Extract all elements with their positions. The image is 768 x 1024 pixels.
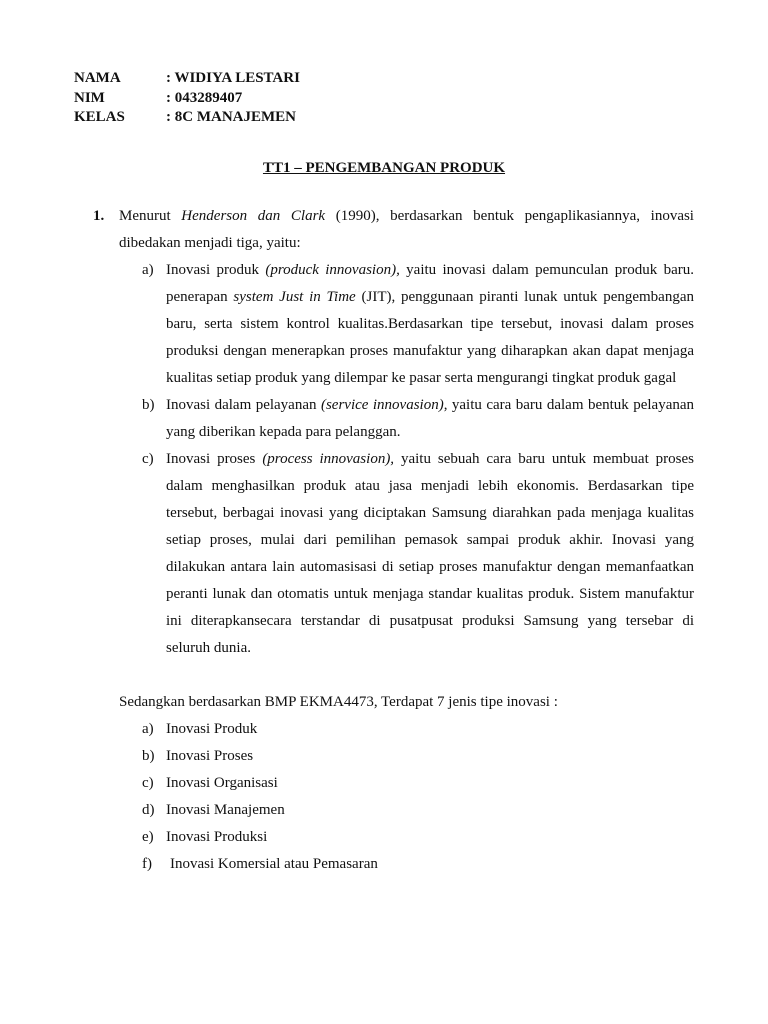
item-text: yaitu sebuah cara baru untuk membuat proses dalam menghasilkan produk atau jasa menjadi lebih ekonomis. Berdasarkan tipe tersebut, berbagai inovasi yang diciptakan Samsung diarahkan pada menjaga kualitas setiap proses, mulai dari pemilihan pemasok sampai produk akhir. Inovasi yang dilakukan antara lain automasisasi di setiap proses manufaktur dengan memanfaatkan peranti lunak dan otomatis untuk menjaga standar kualitas produk. Sistem manufaktur ini diterapkansecara terstandar di pusatpusat produksi Samsung yang tersebar di seluruh dunia. bbox=[166, 451, 694, 656]
document-body bbox=[0, 203, 768, 878]
type-text: Inovasi Manajemen bbox=[166, 802, 285, 818]
list-marker: d) bbox=[142, 802, 155, 818]
item-text: Inovasi dalam pelayanan bbox=[166, 397, 321, 413]
question-1 bbox=[93, 203, 695, 878]
list-marker: e) bbox=[142, 829, 154, 845]
list-item bbox=[119, 257, 694, 392]
intro-text: Menurut bbox=[119, 208, 182, 224]
list-marker: a) bbox=[142, 262, 154, 278]
list-item bbox=[119, 824, 694, 851]
list-item bbox=[119, 716, 694, 743]
intro-text-end: (1990), berdasarkan bentuk pengaplikasiannya, inovasi dibedakan menjadi tiga, yaitu: bbox=[119, 208, 694, 251]
item-italic: system Just in Time bbox=[233, 289, 356, 305]
list-item bbox=[119, 797, 694, 824]
innovation-types-list bbox=[119, 716, 694, 878]
list-marker: c) bbox=[142, 775, 154, 791]
item-italic: (process innovasion), bbox=[262, 451, 395, 467]
type-text: Inovasi Proses bbox=[166, 748, 254, 764]
item-text: yaitu inovasi dalam pemunculan produk baru. penerapan bbox=[166, 262, 694, 305]
nama-value: : WIDIYA LESTARI bbox=[166, 70, 300, 86]
list-item bbox=[119, 743, 694, 770]
nama-label: NAMA bbox=[74, 70, 121, 86]
list-marker: b) bbox=[142, 748, 155, 764]
item-italic: (service innovasion) bbox=[320, 397, 444, 413]
kelas-label: KELAS bbox=[74, 109, 125, 125]
list-marker: f) bbox=[142, 856, 152, 872]
item-italic: (produck innovasion), bbox=[265, 262, 400, 278]
intro-italic: Henderson dan Clark bbox=[181, 208, 326, 224]
type-text: Inovasi Organisasi bbox=[166, 775, 278, 791]
list-marker: a) bbox=[142, 721, 154, 737]
bmp-intro: Sedangkan berdasarkan BMP EKMA4473, Terdapat 7 jenis tipe inovasi : bbox=[119, 694, 558, 710]
type-text: Inovasi Produksi bbox=[166, 829, 268, 845]
list-item bbox=[119, 392, 694, 446]
type-text: Inovasi Produk bbox=[166, 721, 258, 737]
item-text: Inovasi produk bbox=[166, 262, 266, 278]
kelas-value: : 8C MANAJEMEN bbox=[166, 109, 296, 125]
list-marker: b) bbox=[142, 397, 155, 413]
question-number: 1. bbox=[93, 208, 105, 224]
innovation-list bbox=[119, 257, 694, 662]
list-marker: c) bbox=[142, 451, 154, 467]
nim-label: NIM bbox=[74, 90, 105, 106]
document-title: TT1 – PENGEMBANGAN PRODUK bbox=[262, 160, 506, 176]
item-text: Inovasi proses bbox=[166, 451, 263, 467]
type-text: Inovasi Komersial atau Pemasaran bbox=[170, 856, 378, 872]
list-item bbox=[119, 770, 694, 797]
question-intro bbox=[119, 203, 694, 257]
item-text: , yaitu cara baru dalam bentuk pelayanan yang diberikan kepada para pelanggan. bbox=[166, 397, 695, 440]
list-item bbox=[119, 446, 694, 662]
item-text: (JIT), penggunaan piranti lunak untuk pengembangan baru, serta sistem kontrol kualitas.Berdasarkan tipe tersebut, inovasi dalam proses produksi dengan menerapkan proses manufaktur yang diharapkan akan dapat menjaga kualitas setiap produk yang dilempar ke pasar serta mengurangi tingkat produk gagal bbox=[166, 289, 694, 386]
nim-value: : 043289407 bbox=[166, 90, 243, 106]
list-item bbox=[119, 851, 694, 878]
